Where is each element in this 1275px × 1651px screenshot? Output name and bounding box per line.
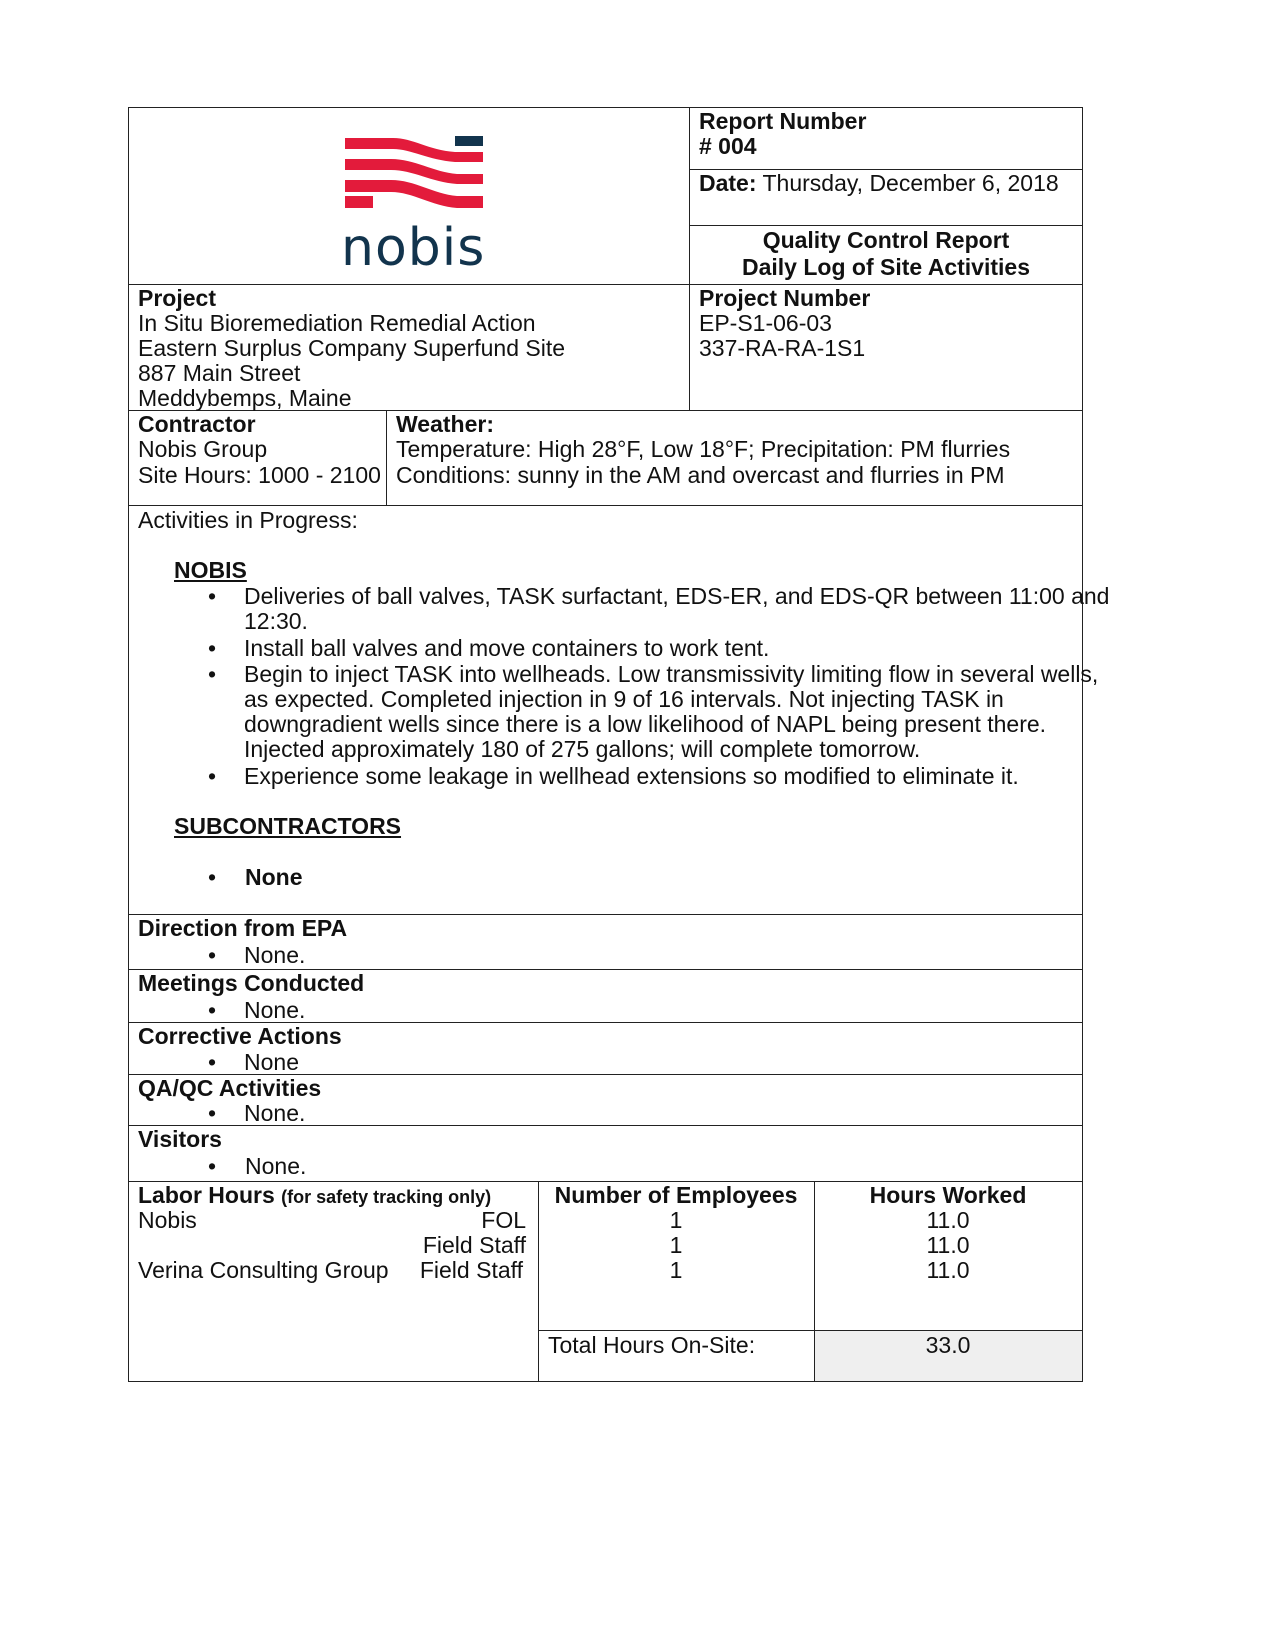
- total-hours-label: Total Hours On-Site:: [548, 1332, 756, 1358]
- project-number: 337-RA-RA-1S1: [699, 335, 866, 361]
- corrective-actions-label: Corrective Actions: [138, 1023, 342, 1049]
- labor-hours: 11.0: [926, 1232, 970, 1258]
- labor-company: Verina Consulting Group: [138, 1257, 389, 1283]
- project-number-label: Project Number: [699, 285, 871, 311]
- project-number: EP-S1-06-03: [699, 310, 832, 336]
- weather-conditions: Conditions: sunny in the AM and overcast and flurries in PM: [396, 462, 1005, 488]
- activity-item: Begin to inject TASK into wellheads. Low transmissivity limiting flow in several wells,: [244, 661, 1099, 687]
- bullet: •: [208, 864, 217, 890]
- report-number: # 004: [699, 133, 757, 159]
- labor-hours-note: (for safety tracking only): [281, 1187, 492, 1207]
- project-line: 887 Main Street: [138, 360, 301, 386]
- date-value: Thursday, December 6, 2018: [762, 170, 1059, 196]
- direction-from-epa-label: Direction from EPA: [138, 915, 348, 941]
- project-line: Meddybemps, Maine: [138, 385, 352, 411]
- activity-item-cont: Injected approximately 180 of 275 gallons; will complete tomorrow.: [244, 736, 921, 762]
- direction-item: None.: [244, 942, 306, 968]
- bullet: •: [208, 942, 217, 968]
- contractor-name: Nobis Group: [138, 436, 268, 462]
- activity-item: Deliveries of ball valves, TASK surfactant, EDS-ER, and EDS-QR between 11:00 and: [244, 583, 1110, 609]
- labor-role: Field Staff: [422, 1232, 526, 1258]
- activities-label: Activities in Progress:: [138, 507, 358, 533]
- labor-hours-label: Labor Hours: [138, 1182, 275, 1208]
- activity-item: Install ball valves and move containers to work tent.: [244, 635, 770, 661]
- nobis-wordmark: nobis: [341, 218, 486, 278]
- subcontractors-heading: SUBCONTRACTORS: [174, 813, 402, 839]
- bullet: •: [208, 1153, 217, 1179]
- labor-employees: 1: [669, 1232, 683, 1258]
- report-date: [699, 170, 1059, 197]
- project-line: Eastern Surplus Company Superfund Site: [138, 335, 566, 361]
- corrective-item: None: [244, 1049, 299, 1075]
- report-title-line2: Daily Log of Site Activities: [742, 254, 1030, 280]
- bullet: •: [208, 763, 217, 789]
- meetings-conducted-label: Meetings Conducted: [138, 970, 365, 996]
- project-line: In Situ Bioremediation Remedial Action: [138, 310, 536, 336]
- bullet: •: [208, 661, 217, 687]
- bullet: •: [208, 1100, 217, 1126]
- visitors-label: Visitors: [138, 1126, 222, 1152]
- nobis-logo: [335, 130, 486, 278]
- labor-hours: 11.0: [926, 1207, 970, 1233]
- activity-item-cont: downgradient wells since there is a low likelihood of NAPL being present there.: [244, 711, 1047, 737]
- total-hours-value: 33.0: [925, 1332, 971, 1358]
- subcontractor-item: None: [245, 864, 303, 890]
- employees-column-header: Number of Employees: [554, 1182, 798, 1208]
- visitors-item: None.: [245, 1153, 307, 1179]
- nobis-n-flag-icon: [343, 136, 493, 216]
- report-number-label: Report Number: [699, 108, 867, 134]
- bullet: •: [208, 583, 217, 609]
- weather-label: Weather:: [396, 411, 494, 437]
- bullet: •: [208, 1049, 217, 1075]
- report-title-line1: Quality Control Report: [762, 227, 1010, 253]
- qaqc-activities-label: QA/QC Activities: [138, 1075, 322, 1101]
- contractor-label: Contractor: [138, 411, 256, 437]
- bullet: •: [208, 635, 217, 661]
- labor-company: Nobis: [138, 1207, 197, 1233]
- activity-item-cont: 12:30.: [244, 608, 308, 634]
- weather-temperature: Temperature: High 28°F, Low 18°F; Precipitation: PM flurries: [396, 436, 1011, 462]
- project-label: Project: [138, 285, 216, 311]
- meetings-item: None.: [244, 997, 306, 1023]
- date-label: Date:: [699, 170, 757, 196]
- site-hours: Site Hours: 1000 - 2100: [138, 462, 381, 488]
- labor-hours: 11.0: [926, 1257, 970, 1283]
- labor-employees: 1: [669, 1207, 683, 1233]
- labor-role: Field Staff: [419, 1257, 523, 1283]
- activity-item-cont: as expected. Completed injection in 9 of 16 intervals. Not injecting TASK in: [244, 686, 1004, 712]
- labor-role: FOL: [481, 1207, 526, 1233]
- nobis-heading: NOBIS: [174, 557, 247, 583]
- bullet: •: [208, 997, 217, 1023]
- qaqc-item: None.: [244, 1100, 306, 1126]
- labor-employees: 1: [669, 1257, 683, 1283]
- activity-item: Experience some leakage in wellhead extensions so modified to eliminate it.: [244, 763, 1019, 789]
- hours-column-header: Hours Worked: [869, 1182, 1027, 1208]
